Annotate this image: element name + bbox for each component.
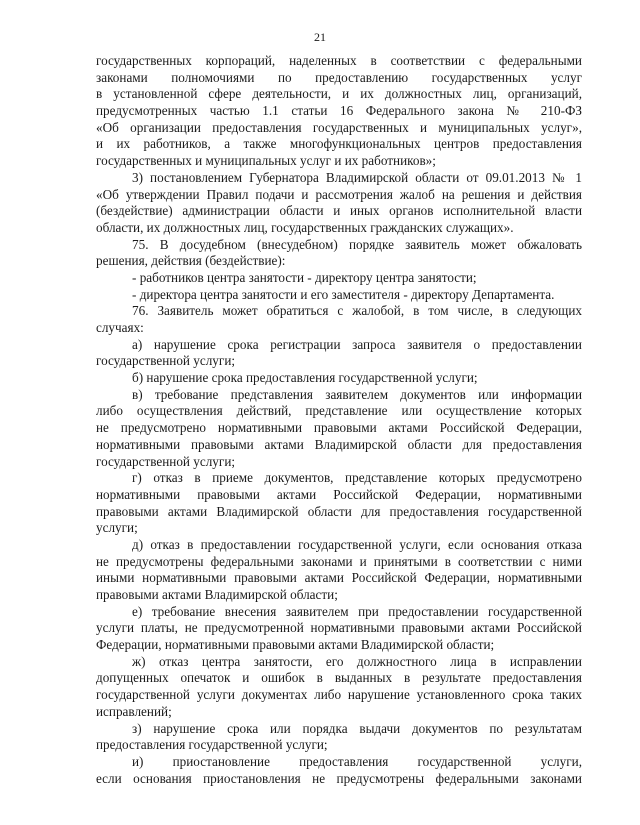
text-line: если основания приостановления не предусмотрены федеральными законами: [96, 770, 582, 786]
text-line: услуги платы, не предусмотренной нормативными правовыми актами Российской: [96, 620, 582, 636]
text-line: - директора центра занятости и его заместителя - директору Департамента.: [132, 286, 555, 302]
text-line: области, их должностных лиц, государственных гражданских служащих».: [96, 219, 514, 235]
text-line: нормативными правовыми актами Российской Федерации, нормативными: [96, 486, 582, 502]
text-line: в установленной сфере деятельности, и их должностных лиц, организаций,: [96, 86, 582, 102]
text-line: государственных корпораций, наделенных в соответствии с федеральными: [96, 53, 582, 68]
text-line: либо осуществления действий, представление или осуществление которых: [96, 403, 582, 419]
text-line: в) требование представления заявителем документов или информации: [132, 386, 582, 402]
text-line: правовыми актами Владимирской области;: [96, 587, 338, 602]
text-line: а) нарушение срока регистрации запроса заявителя о предоставлении: [132, 336, 582, 352]
text-line: предусмотренных частью 1.1 статьи 16 Федерального закона № 210-ФЗ: [96, 103, 582, 119]
text-line: «Об утверждении Правил подачи и рассмотрения жалоб на решения и действия: [96, 186, 582, 202]
document-body: [96, 53, 582, 787]
text-line: и) приостановление предоставления государственной услуги,: [132, 753, 582, 769]
text-line: законами полномочиями по предоставлению государственных услуг: [96, 69, 582, 85]
text-line: е) требование внесения заявителем при предоставлении государственной: [132, 603, 582, 619]
text-line: услуги;: [96, 520, 138, 536]
text-line: предоставления государственной услуги;: [96, 737, 328, 753]
text-line: 75. В досудебном (внесудебном) порядке заявитель может обжаловать: [132, 236, 582, 252]
text-line: не предусмотрено нормативными правовыми актами Российской Федерации,: [96, 420, 582, 436]
text-line: государственной услуги;: [96, 453, 236, 469]
text-line: - работников центра занятости - директору центра занятости;: [132, 269, 477, 285]
text-line: Федерации, нормативными правовыми актами Владимирской области;: [96, 637, 495, 653]
text-line: «Об организации предоставления государственных и муниципальных услуг»,: [96, 119, 582, 135]
text-line: (бездействие) администрации области и иных органов исполнительной власти: [96, 203, 582, 219]
text-line: государственной услуги документах либо нарушение установленного срока таких: [96, 687, 582, 703]
text-line: правовыми актами Владимирской области для предоставления государственной: [96, 503, 582, 519]
text-line: допущенных опечаток и ошибок в выданных в результате предоставления: [96, 670, 582, 686]
text-line: б) нарушение срока предоставления государственной услуги;: [132, 370, 478, 386]
text-line: д) отказ в предоставлении государственной услуги, если основания отказа: [132, 536, 582, 552]
text-line: случаях:: [96, 320, 144, 335]
text-line: 76. Заявитель может обратиться с жалобой, в том числе, в следующих: [132, 303, 582, 319]
text-line: государственной услуги;: [96, 353, 236, 369]
text-line: исправлений;: [96, 703, 172, 719]
text-line: нормативными правовыми актами Владимирской области для предоставления: [96, 436, 582, 452]
text-line: государственных и муниципальных услуг и их работников»;: [96, 153, 436, 169]
text-line: 3) постановлением Губернатора Владимирской области от 09.01.2013 № 1: [132, 169, 582, 185]
text-line: не предусмотрены федеральными законами и принятыми в соответствии с ними: [96, 553, 582, 569]
page-number: 21: [314, 30, 326, 44]
text-line: решения, действия (бездействие):: [96, 253, 286, 269]
text-line: г) отказ в приеме документов, представление которых предусмотрено: [132, 470, 582, 486]
text-line: ж) отказ центра занятости, его должностного лица в исправлении: [132, 653, 582, 669]
text-line: и их работников, а также многофункциональных центров предоставления: [96, 136, 582, 152]
text-line: з) нарушение срока или порядка выдачи документов по результатам: [132, 720, 582, 736]
text-line: иными нормативными правовыми актами Российской Федерации, нормативными: [96, 570, 582, 586]
